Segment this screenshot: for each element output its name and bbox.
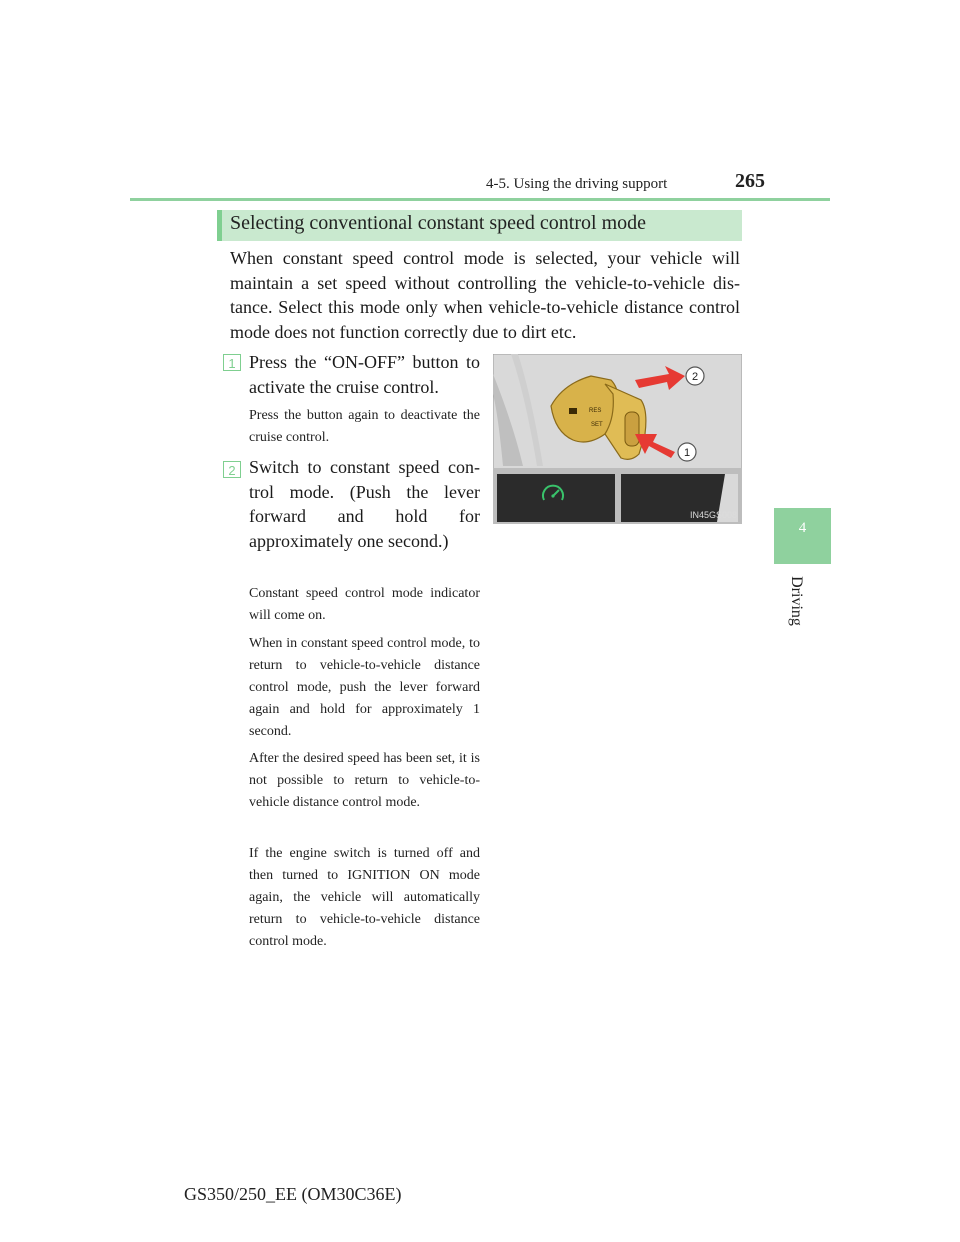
intro-paragraph: When constant speed control mode is selected, your vehicle will maintain a set speed without controlling the vehicle-to-vehicle distance. Select this mode only when vehicle-to-vehicle distance control mode does not function correctly due to dirt etc. [230,248,740,342]
footer-model-code: GS350/250_EE (OM30C36E) [184,1184,402,1204]
step-1-note: Press the button again to deactivate the cruise control. [249,408,480,445]
step-1-text: Press the “ON-OFF” button to activate the cruise control. [249,352,480,397]
chapter-tab-label [756,574,836,634]
chapter-tab-label-text: Driving [788,576,805,626]
svg-text:RES: RES [589,408,602,414]
step-1-number: 1 [223,354,241,371]
header-rule [130,198,830,201]
step-2-number: 2 [223,461,241,478]
step-2-note-4: If the engine switch is turned off and then turned to IGNITION ON mode again, the vehicle will automatically return to vehicle-to-vehicle distance control mode. [249,846,480,949]
chapter-tab-number: 4 [798,520,807,536]
step-2-note-3: After the desired speed has been set, it is not possible to return to vehicle-to-vehicle distance control mode. [249,751,480,810]
page-number: 265 [735,170,765,192]
section-title: Selecting conventional constant speed control mode [230,212,646,234]
step-2-note-1: Constant speed control mode indicator will come on. [249,586,480,623]
step-2-note-2: When in constant speed control mode, to return to vehicle-to-vehicle distance control mode, push the lever forward again and hold for approximately 1 second. [249,636,480,739]
figure-callout-2: 2 [691,371,699,383]
svg-text:SET: SET [591,422,603,428]
figure-code: IN45GS008 [690,510,738,520]
cruise-control-figure [493,354,742,524]
running-header-section: 4-5. Using the driving support [486,176,668,192]
figure-callout-1: 1 [683,447,691,459]
step-2-text: Switch to constant speed control mode. (Push the lever forward and hold for approximately one second.) [249,457,480,551]
